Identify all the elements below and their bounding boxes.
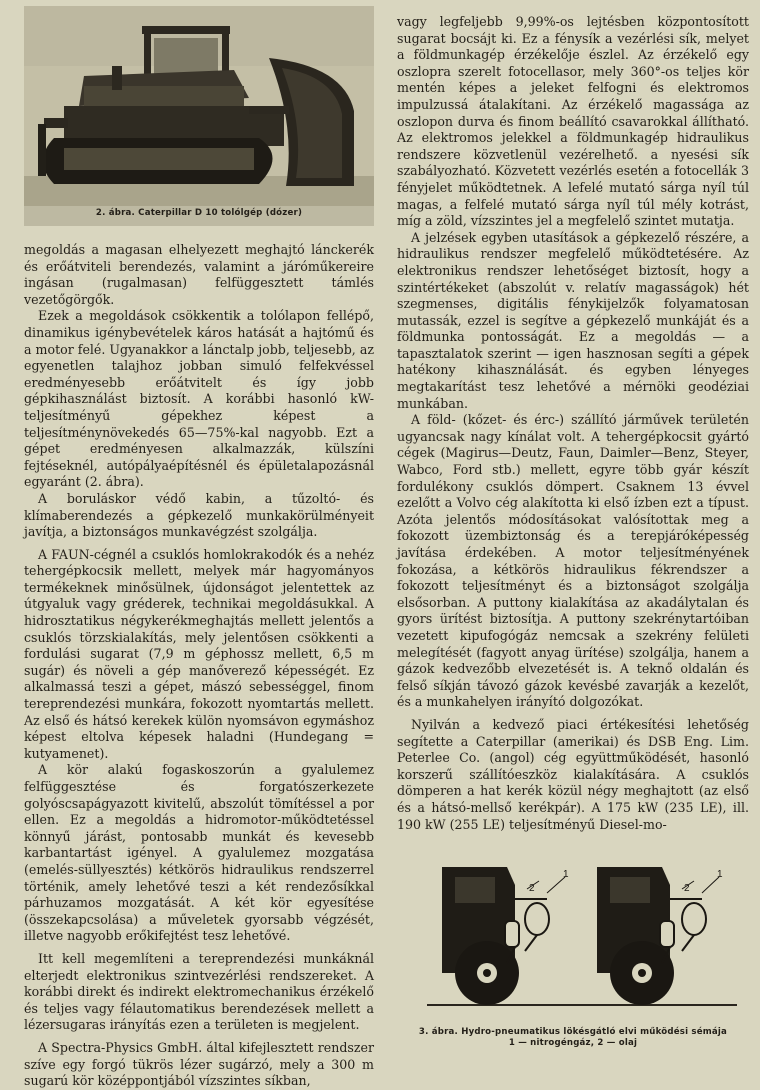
paragraph: Itt kell megemlíteni a tereprendezési munkáknál elterjedt elektronikus szintvezérlési rendszereket. A korábbi direkt és indirekt elektromechanikus érzékelő és teljes vagy félautomatikus berendezések mellett a lézersugaras irányítás ezen a területen is megjelent. [24, 950, 374, 1033]
left-column [24, 242, 374, 1090]
paragraph: vagy legfeljebb 9,99%-os lejtésben központosított sugarat bocsájt ki. Ez a fénysík a vezérlési sík, melyet a földmunkagép érzékelője észlel. Az érzékelő egy oszlopra szerelt fotocellasor, mely 360°-os teljes kör mentén képes a jeleket felfogni és elektromos impulzussá átalakítani. Az érzékelő magassága az oszlopon durva és finom beállító csavarokkal állítható. Az elektromos jelekkel a földmunkagép hidraulikus rendszere közvetlenül vezérelhető. a nyesési sík szabályozható. Közvetett vezérlés esetén a fotocellák 3 fényjelet működtetnek. A lefelé mutató sárga nyíl túl magas, a felfelé mutató sárga nyíl túl mély kotrást, míg a zöld, vízszintes jel a megfelelő szintet mutatja. [397, 14, 749, 229]
figure-caption: 2. ábra. Caterpillar D 10 tolólgép (dózer) [95, 208, 303, 218]
paragraph: A FAUN-cégnél a csuklós homlokrakodók és a nehéz tehergépkocsik mellett, melyek már hagyományos termékeknek minősülnek, újdonságot jelentettek az útgyaluk vagy gréderek, technikai megoldásukkal. A hidrosztatikus négykerékmeghajtás mellett jelentős a csuklós törzskialakítás, mely jelentősen csökkenti a fordulási sugarat (7,9 m géphossz mellett, 6,5 m sugár) és növeli a gép manőverező képességét. Ez alkalmassá teszi a gépet, mászó sebességgel, finom tereprendezési munkára, fokozott nyomtartás mellett. Az első és hátsó kerekek külön nyomsávon egymáshoz képest eltolva képesek haladni (Hundegang = kutyamenet). [24, 546, 374, 761]
label-1: 1 [563, 869, 569, 880]
paragraph: A Spectra-Physics GmbH. által kifejlesztett rendszer szíve egy forgó tükrös lézer sugárzó, mely a 300 m sugarú kör középpontjából vízszintes síkban, [24, 1039, 374, 1089]
figure-caption-line: 1 — nitrogéngáz, 2 — olaj [508, 1038, 638, 1048]
label-1: 1 [717, 869, 723, 880]
paragraph: Ezek a megoldások csökkentik a tolólapon fellépő, dinamikus igénybevételek káros hatását a hajtómű és a motor felé. Ugyanakkor a lánctalp jobb, teljesebb, az egyenetlen talajhoz jobban simuló felfekvéssel eredményesebb erőátvitelt és így jobb gépkihasználást biztosít. A korábbi hasonló kW-teljesítményű gépekhez képest a teljesítménynövekedés 65—75%-kal nagyobb. Ezt a gépet eredményesen alkalmazzák, külszíni fejtéseknél, autópályaépítésnél és épületalapozásnál egyaránt (2. ábra). [24, 308, 374, 490]
label-2: 2 [529, 883, 535, 894]
figure-caption [397, 1027, 749, 1049]
bulldozer-photo-icon [24, 6, 374, 206]
label-2: 2 [684, 883, 690, 894]
paragraph: A kör alakú fogaskoszorún a gyalulemez felfüggesztése és forgatószerkezete golyóscsapágyazott kivitelű, abszolút tömítéssel a por ellen. Ez a megoldás a hidromotor-működtetéssel könnyű járást, pontosabb munkát és kevesebb karbantartást igényel. A gyalulemez mozgatása (emelés-süllyesztés) kétkörös hidraulikus rendszerrel történik, amely lehetővé teszi a két rendezősíkkal párhuzamos mozgatását. A két kör egyesítése (összekapcsolása) a műveletek gyorsabb végzését, illetve nagyobb erőkifejtést tesz lehetővé. [24, 762, 374, 944]
paragraph: megoldás a magasan elhelyezett meghajtó lánckerék és erőátviteli berendezés, valamint a járóműkereire ingásan (rugalmasan) felfüggesztett támlés vezetőgörgők. [24, 242, 374, 307]
paragraph: A föld- (kőzet- és érc-) szállító járművek területén ugyancsak nagy kínálat volt. A tehergépkocsit gyártó cégek (Magirus—Deutz, Faun, Daimler—Benz, Steyer, Wabco, Ford stb.) mellett, egyre több gyár készít fordulékony csuklós dömpert. Csaknem 13 évvel ezelőtt a Volvo cég alakította ki első ízben ezt a típust. Azóta jelentős módosításokat valósítottak meg a fokozott üzembiztonság és a terepjáróképesség javítása érdekében. A motor teljesítményének fokozása, a kétkörös hidraulikus fékrendszer a fokozott teljesítményt és a biztonságot szolgálja elsősorban. A puttony kialakítása az akadálytalan és gyors ürítést biztosítja. A puttony szekrénytartóiban vezetett kipufogógáz nemcsak a szekrény felületi melegítését (fagyott anyag ürítése) szolgálja, hanem a gázok kedvezőbb elvezetését is. A teknő oldalán és felső síkján távozó gázok kevésbé zavarják a kezelőt, és a munkahelyen irányító dolgozókat. [397, 412, 749, 710]
dumper-schematic [397, 855, 749, 1020]
right-column [397, 14, 749, 833]
paragraph: Nyilván a kedvező piaci értékesítési lehetőség segítette a Caterpillar (amerikai) és DSB Eng. Lim. Peterlee Co. (angol) cég együttműködését, hasonló korszerű szállítóeszköz kialakítására. A csuklós dömperen a hat kerék közül négy meghajtott (az első és a hátsó-mellső kerékpár). A 175 kW (235 LE), ill. 190 kW (255 LE) teljesítményű Diesel-mo- [397, 716, 749, 832]
dumper-schematic-icon [397, 855, 749, 1020]
paragraph: A jelzések egyben utasítások a gépkezelő részére, a hidraulikus rendszer megfelelő működtetésére. Az elektronikus rendszer lehetőséget biztosít, hogy a szintértékeket (abszolút v. relatív magasságok) hét szegmenses, digitális fénykijelzők folyamatosan mutassák, ezzel is segítve a gépkezelő munkáját és a földmunka pontosságát. Ez a megoldás — a tapasztalatok szerint — igen hasznosan segíti a gépek hatékony kihasználását. és egyben lényeges megtakarítást tesz lehetővé a mérnöki geodéziai munkában. [397, 229, 749, 411]
figure-caption-line: 3. ábra. Hydro-pneumatikus lökésgátló elvi működési sémája [418, 1027, 728, 1037]
paragraph: A boruláskor védő kabin, a tűzoltó- és klímaberendezés a gépkezelő munkakörülményeit javítja, a biztonságos munkavégzést szolgálja. [24, 490, 374, 540]
bulldozer-photo [24, 6, 374, 226]
